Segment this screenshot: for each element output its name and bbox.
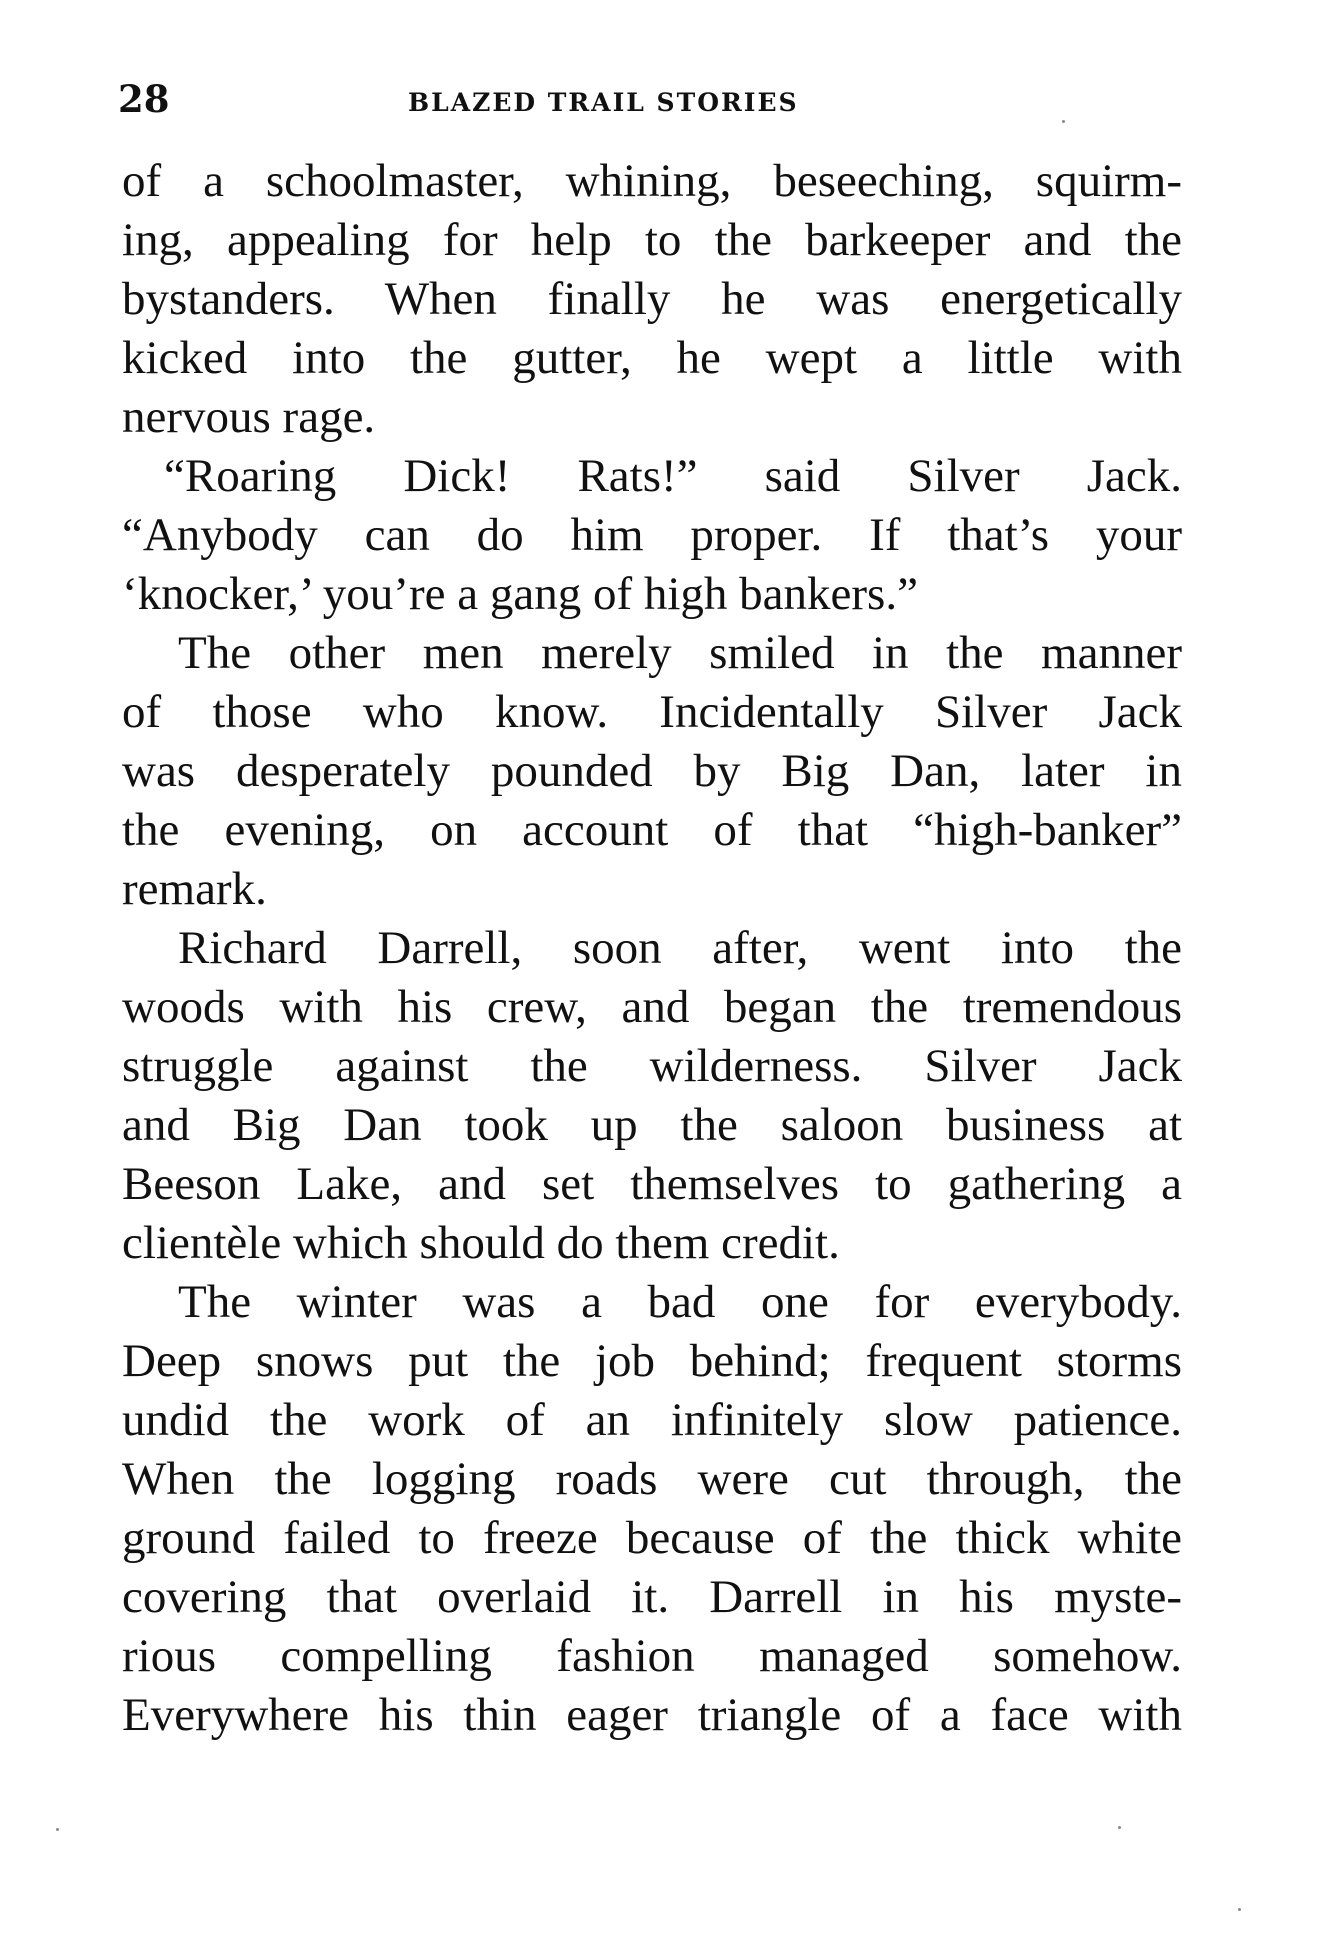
paper-speck (56, 1828, 59, 1831)
text-line: bystanders. When finally he was energetically (122, 273, 1182, 325)
text-line: remark. (122, 863, 267, 915)
text-line: covering that overlaid it. Darrell in his myste- (122, 1571, 1182, 1623)
text-line: ground failed to freeze because of the thick white (122, 1512, 1182, 1564)
text-line: “Roaring Dick! Rats!” said Silver Jack. (164, 450, 1182, 502)
text-line: Everywhere his thin eager triangle of a face with (122, 1689, 1182, 1741)
text-line: kicked into the gutter, he wept a little with (122, 332, 1182, 384)
text-line: When the logging roads were cut through, the (122, 1453, 1182, 1505)
body-text (122, 152, 1182, 1745)
text-line: woods with his crew, and began the tremendous (122, 981, 1182, 1033)
text-line: ing, appealing for help to the barkeeper and the (122, 214, 1182, 266)
text-line: of a schoolmaster, whining, beseeching, squirm- (122, 155, 1182, 207)
text-line: clientèle which should do them credit. (122, 1217, 840, 1269)
text-line: The other men merely smiled in the manner (178, 627, 1182, 679)
text-line: Deep snows put the job behind; frequent storms (122, 1335, 1182, 1387)
paper-speck (1118, 1826, 1121, 1829)
paper-speck (1238, 1908, 1241, 1911)
text-line: undid the work of an infinitely slow patience. (122, 1394, 1182, 1446)
text-line: “Anybody can do him proper. If that’s your (122, 509, 1182, 561)
running-head (118, 74, 1178, 124)
text-line: struggle against the wilderness. Silver Jack (122, 1040, 1182, 1092)
text-line: The winter was a bad one for everybody. (178, 1276, 1182, 1328)
text-line: ‘knocker,’ you’re a gang of high bankers.” (122, 568, 918, 620)
book-title: BLAZED TRAIL STORIES (408, 88, 799, 117)
text-line: Beeson Lake, and set themselves to gathering a (122, 1158, 1182, 1210)
paper-speck (1062, 120, 1065, 123)
text-line: of those who know. Incidentally Silver Jack (122, 686, 1182, 738)
text-line: was desperately pounded by Big Dan, later in (122, 745, 1182, 797)
text-line: nervous rage. (122, 391, 376, 443)
text-line: the evening, on account of that “high-banker” (122, 804, 1182, 856)
text-line: and Big Dan took up the saloon business at (122, 1099, 1182, 1151)
page-number: 28 (118, 77, 170, 121)
text-line: rious compelling fashion managed somehow. (122, 1630, 1182, 1682)
text-line: Richard Darrell, soon after, went into the (178, 922, 1182, 974)
